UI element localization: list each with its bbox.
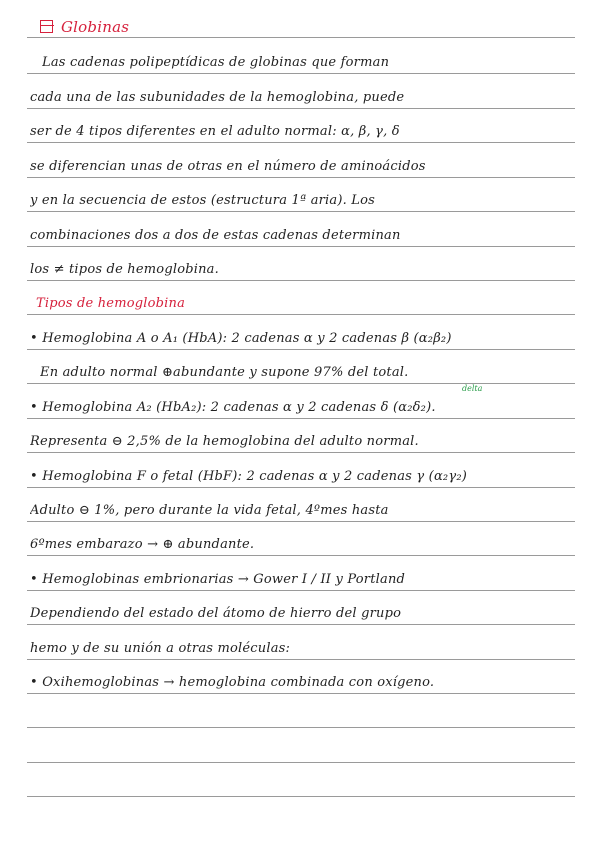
page-title [40,18,588,36]
text-line: • Hemoglobina A₂ (HbA₂): 2 cadenas α y 2 cadenas δ (α₂δ₂). [30,400,436,415]
ruled-line [27,487,575,488]
ruled-line [27,727,575,728]
text-line: • Oxihemoglobinas → hemoglobina combinada con oxígeno. [30,675,435,690]
ruled-line [27,177,575,178]
text-line: 6ºmes embarazo → ⊕ abundante. [30,537,255,552]
text-line: los ≠ tipos de hemoglobina. [30,262,219,277]
ruled-line [27,452,575,453]
text-line: combinaciones dos a dos de estas cadenas determinan [30,228,401,243]
ruled-line [27,555,575,556]
ruled-line [27,280,575,281]
ruled-line [27,349,575,350]
text-line: se diferencian unas de otras en el número de aminoácidos [30,159,426,174]
text-line: • Hemoglobina F o fetal (HbF): 2 cadenas α y 2 cadenas γ (α₂γ₂) [30,469,467,484]
text-line: y en la secuencia de estos (estructura 1ª aria). Los [30,193,376,208]
ruled-line [27,37,575,38]
ruled-line [27,142,575,143]
title-text: Globinas [61,18,130,36]
ruled-line [27,211,575,212]
text-line: Las cadenas polipeptídicas de globinas que forman [42,55,390,70]
ruled-line [27,521,575,522]
ruled-line [27,590,575,591]
section-subheading: Tipos de hemoglobina [36,296,186,311]
text-line: ser de 4 tipos diferentes en el adulto normal: α, β, γ, δ [30,124,400,139]
ruled-line [27,108,575,109]
checkbox-icon [40,20,53,33]
text-line: Dependiendo del estado del átomo de hierro del grupo [30,606,402,621]
text-line: Adulto ⊖ 1%, pero durante la vida fetal, 4ºmes hasta [30,503,389,518]
text-line: • Hemoglobinas embrionarias → Gower I / II y Portland [30,572,406,587]
ruled-line [27,762,575,763]
ruled-line [27,73,575,74]
ruled-line [27,246,575,247]
text-line: Representa ⊖ 2,5% de la hemoglobina del adulto normal. [30,434,419,449]
text-line: • Hemoglobina A o A₁ (HbA): 2 cadenas α y 2 cadenas β (α₂β₂) [30,331,452,346]
ruled-line [27,418,575,419]
text-line: cada una de las subunidades de la hemoglobina, puede [30,90,405,105]
ruled-line [27,693,575,694]
ruled-line [27,796,575,797]
ruled-line [27,659,575,660]
handwritten-annotation: delta [462,384,483,393]
ruled-line [27,383,575,384]
ruled-line [27,314,575,315]
text-line: En adulto normal ⊕abundante y supone 97% del total. [40,365,409,380]
ruled-line [27,624,575,625]
text-line: hemo y de su unión a otras moléculas: [30,641,291,656]
